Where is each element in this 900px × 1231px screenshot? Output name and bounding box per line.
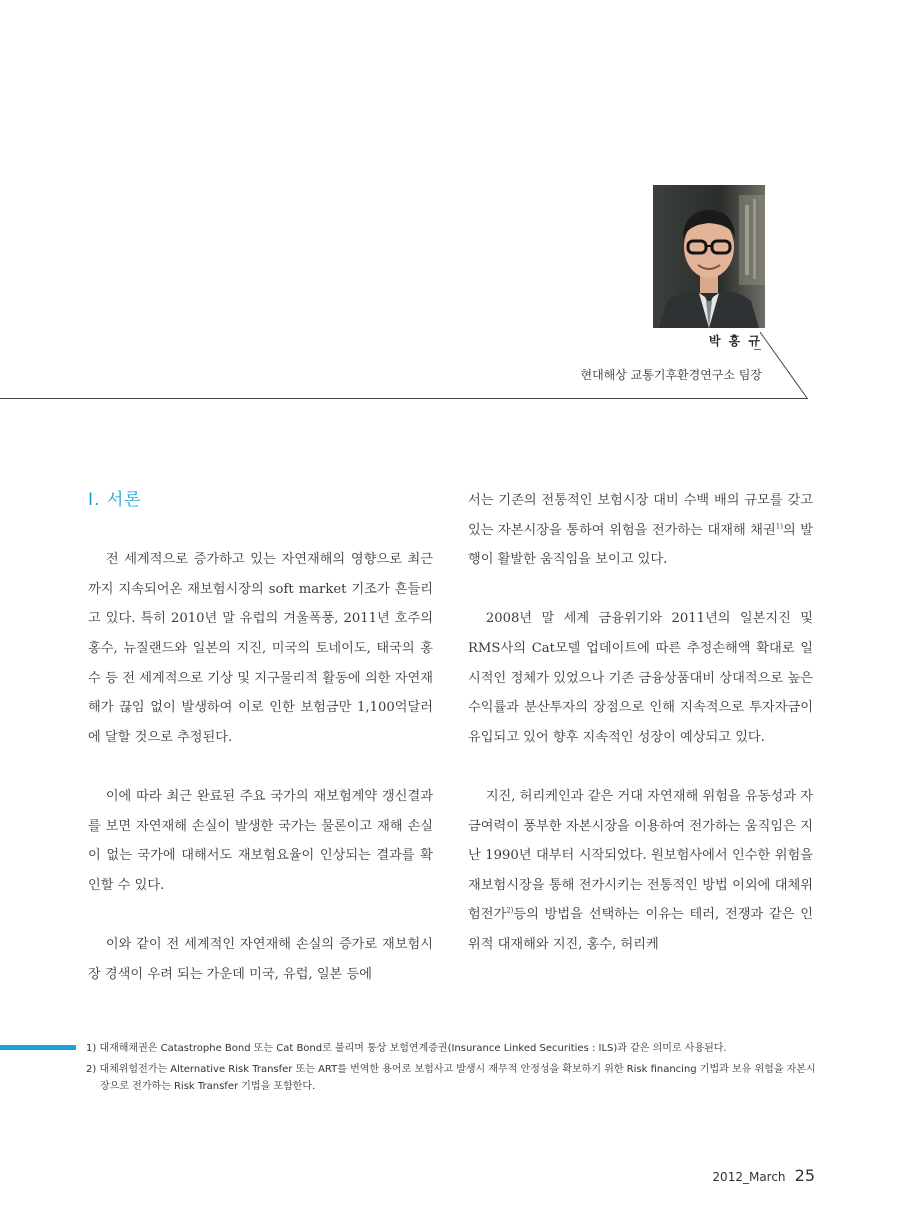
body-paragraph: 전 세계적으로 증가하고 있는 자연재해의 영향으로 최근까지 지속되어온 재보험시장의 soft market 기조가 흔들리고 있다. 특히 2010년 말 유럽의 겨울폭풍, 2011년 호주의 홍수, 뉴질랜드와 일본의 지진, 미국의 토네이도, 태국의 홍수 등 전 세계적으로 기상 및 지구물리적 활동에 의한 자연재해가 끊임 없이 발생하여 이로 인한 보험금만 1,100억달러에 달할 것으로 추정된다. bbox=[88, 552, 433, 745]
footnote: 1) 대재해채권은 Catastrophe Bond 또는 Cat Bond로 불리며 통상 보험연계증권(Insurance Linked Securities : ILS)과 같은 의미로 사용된다. bbox=[86, 1043, 727, 1054]
author-portrait-image bbox=[653, 185, 765, 328]
body-paragraph bbox=[468, 782, 813, 960]
author-affiliation: 현대해상 교통기후환경연구소 팀장 bbox=[580, 368, 762, 382]
body-column-left bbox=[88, 486, 433, 989]
body-paragraph: 2008년 말 세계 금융위기와 2011년의 일본지진 및 RMS사의 Cat모델 업데이트에 따른 추정손해액 확대로 일시적인 정체가 있었으나 기존 금융상품대비 상대적으로 높은 수익률과 분산투자의 장점으로 인해 지속적으로 투자자금이 유입되고 있어 향후 지속적인 성장이 예상되고 있다. bbox=[468, 611, 813, 745]
paragraph-text: 등의 방법을 선택하는 이유는 테러, 전쟁과 같은 인위적 대재해와 지진, 홍수, 허리케 bbox=[468, 907, 813, 952]
footnote-ref: 1) bbox=[775, 522, 783, 531]
issue-label: 2012_March bbox=[712, 1170, 786, 1184]
paragraph-text: 지진, 허리케인과 같은 거대 자연재해 위험을 유동성과 자금여력이 풍부한 자본시장을 이용하여 전가하는 움직임은 지난 1990년 대부터 시작되었다. 원보험사에서 인수한 위험을 재보험시장을 통해 전가시키는 전통적인 방법 이외에 대체위험전가 bbox=[468, 788, 813, 923]
body-column-right bbox=[468, 486, 813, 960]
body-paragraph bbox=[468, 486, 813, 575]
page-footer bbox=[712, 1166, 815, 1185]
footnote: 2) 대체위험전가는 Alternative Risk Transfer 또는 ART를 번역한 용어로 보험사고 발생시 재무적 안정성을 확보하기 위한 Risk financing 기법과 보유 위험을 자본시장으로 전가하는 Risk Transfer 기법을 포함한다. bbox=[86, 1064, 816, 1092]
paragraph-text: 서는 기존의 전통적인 보험시장 대비 수백 배의 규모를 갖고 있는 자본시장을 통하여 위험을 전가하는 대재해 채권 bbox=[468, 493, 813, 538]
footnote-ref: 2) bbox=[506, 906, 514, 915]
section-heading: Ⅰ. 서론 bbox=[88, 490, 142, 510]
body-paragraph: 이와 같이 전 세계적인 자연재해 손실의 증가로 재보험시장 경색이 우려 되는 가운데 미국, 유럽, 일본 등에 bbox=[88, 936, 433, 982]
author-photo bbox=[653, 185, 765, 328]
page-number: 25 bbox=[794, 1166, 815, 1185]
footnote-accent-bar bbox=[0, 1045, 76, 1050]
body-paragraph: 이에 따라 최근 완료된 주요 국가의 재보험계약 갱신결과를 보면 자연재해 손실이 발생한 국가는 물론이고 재해 손실이 없는 국가에 대해서도 재보험요율이 인상되는 결과를 확인할 수 있다. bbox=[88, 788, 433, 893]
paragraph-text: 의 발행이 활발한 움직임을 보이고 있다. bbox=[468, 522, 813, 568]
author-name: 박 홍 규 bbox=[708, 334, 762, 348]
header-rule-corner bbox=[760, 332, 810, 402]
footnotes bbox=[86, 1040, 821, 1099]
header-rule bbox=[0, 398, 808, 399]
